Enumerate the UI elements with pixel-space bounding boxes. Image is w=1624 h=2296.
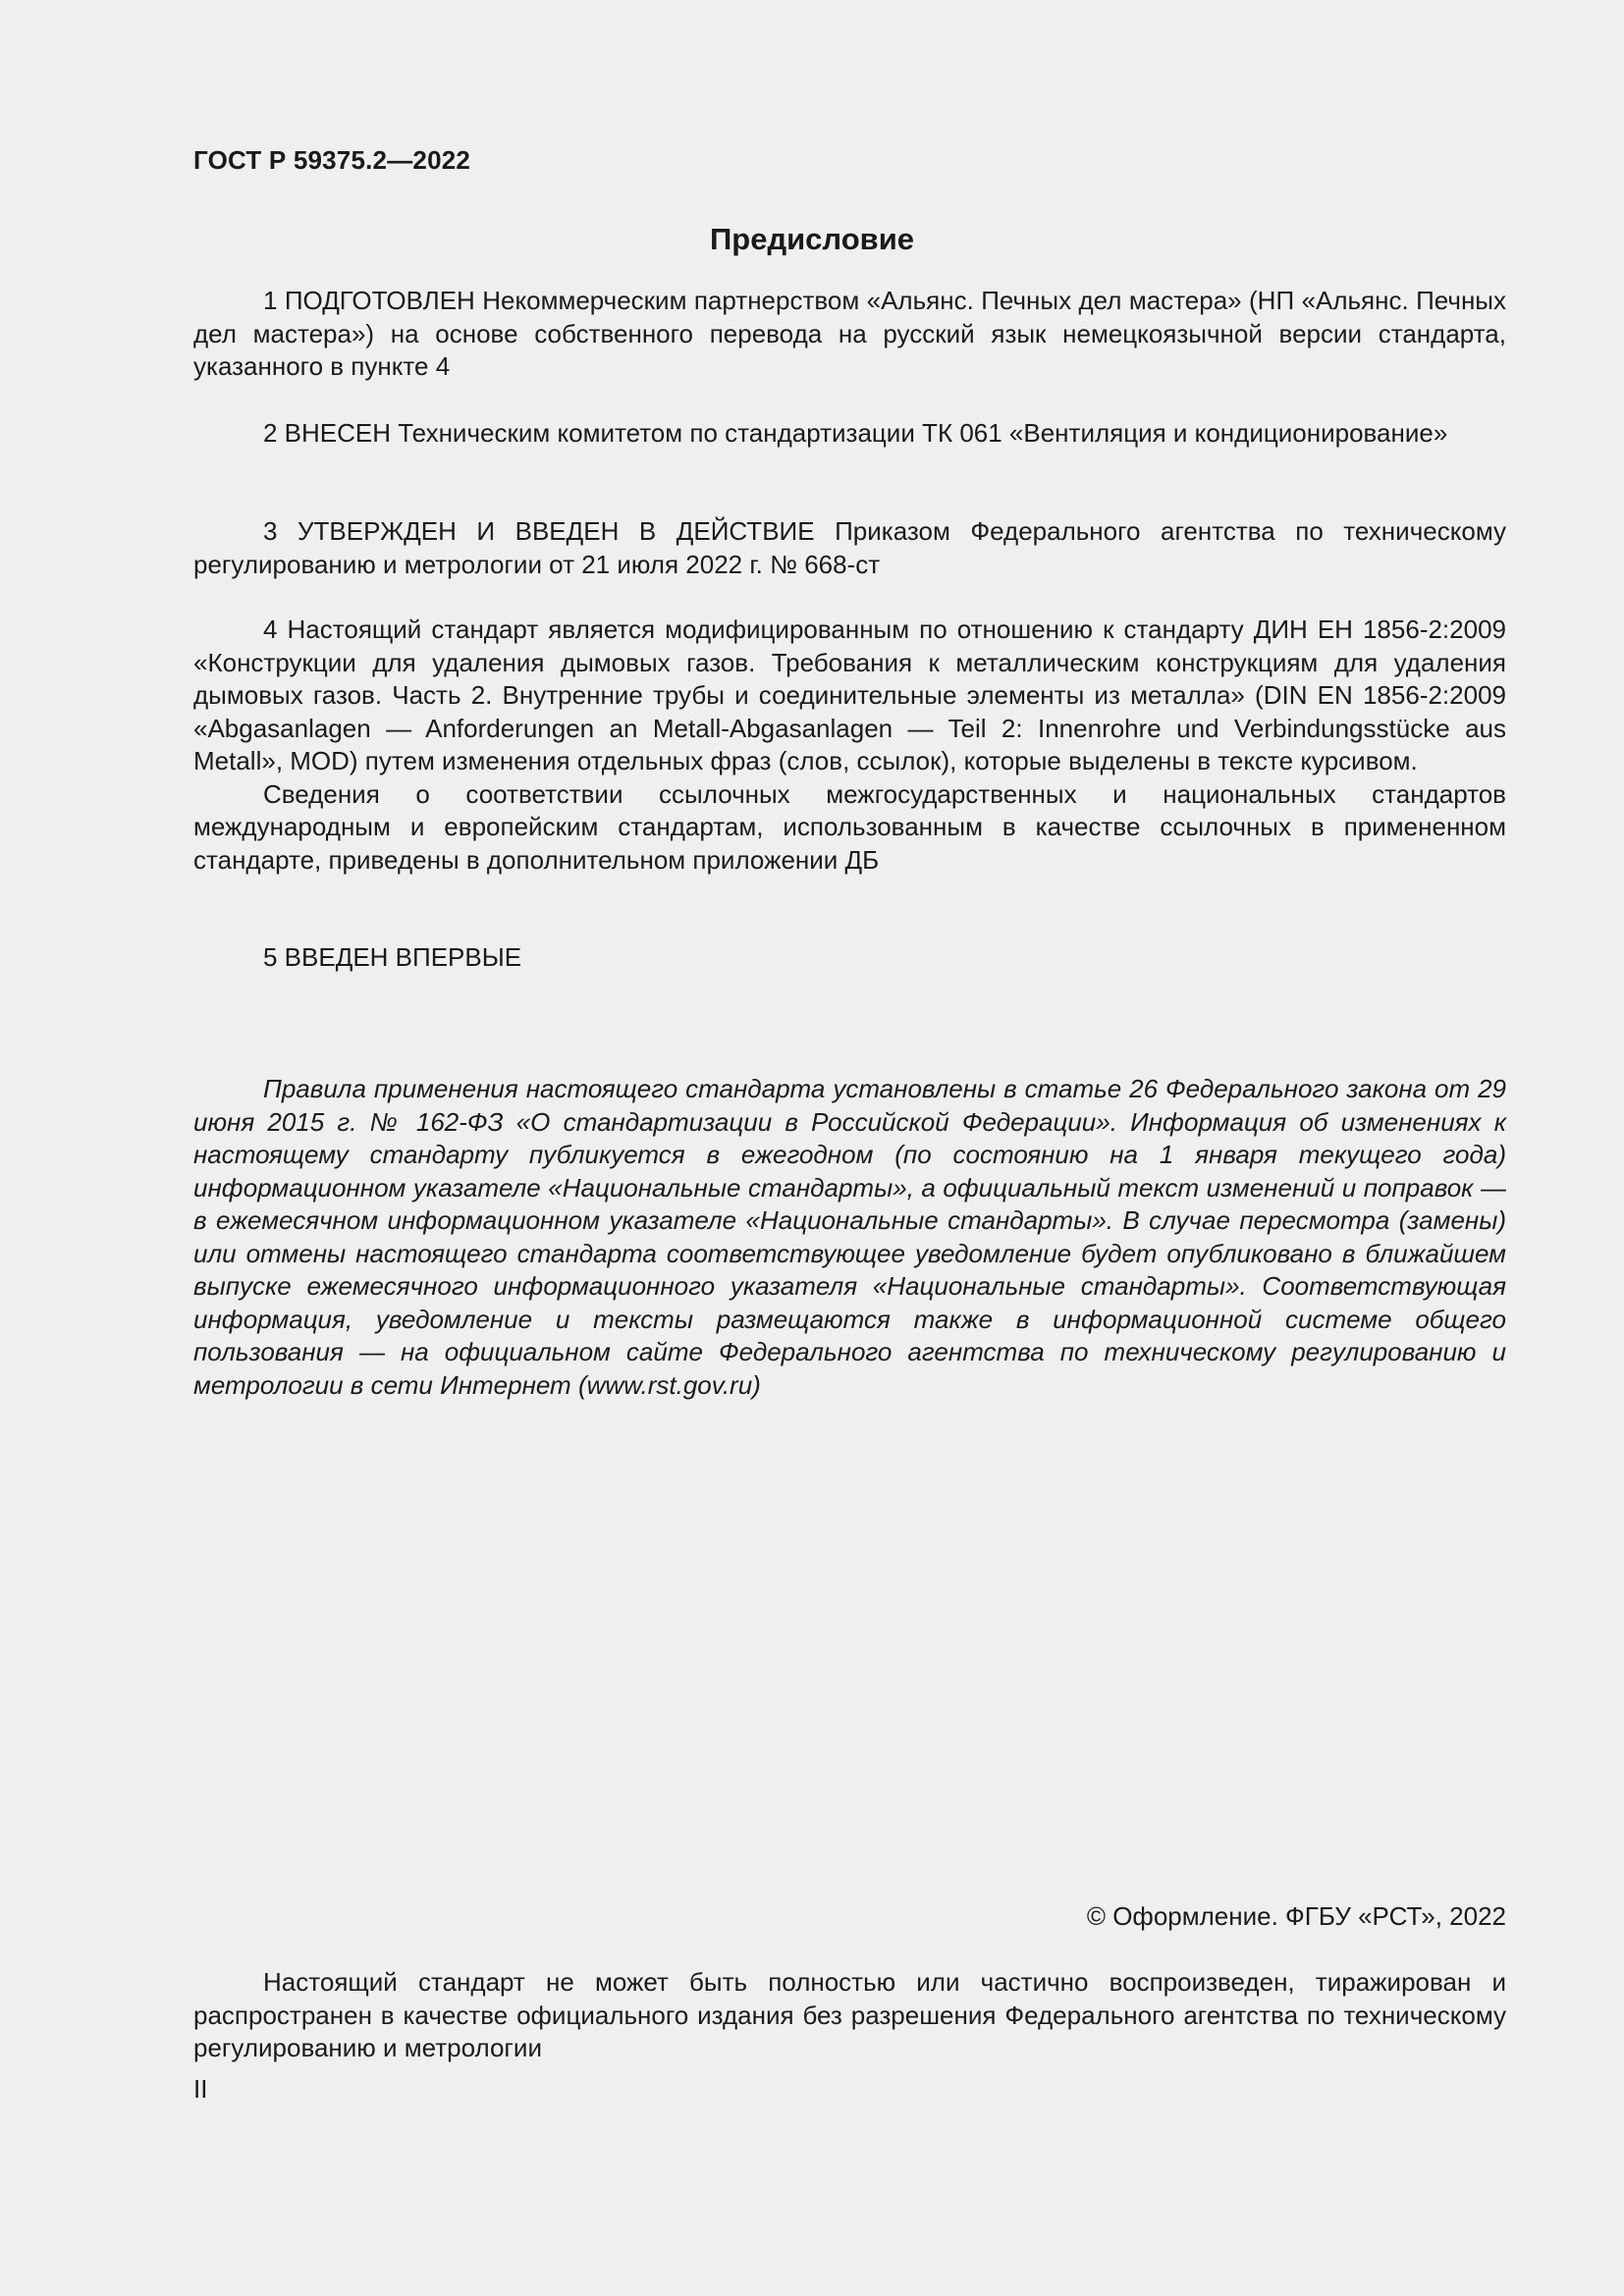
- foreword-item-2-text: 2 ВНЕСЕН Техническим комитетом по стандартизации ТК 061 «Вентиляция и кондиционирование»: [263, 418, 1448, 448]
- reproduction-notice-text: Настоящий стандарт не может быть полностью или частично воспроизведен, тиражирован и распространен в качестве официального издания без разрешения Федерального агентства по техническому регулированию и метрологии: [193, 1967, 1506, 2062]
- standard-id-header: ГОСТ Р 59375.2—2022: [193, 145, 471, 175]
- foreword-item-1: [193, 285, 1506, 384]
- page-title: Предисловие: [709, 222, 914, 256]
- foreword-item-1-text: 1 ПОДГОТОВЛЕН Некоммерческим партнерством «Альянс. Печных дел мастера» (НП «Альянс. Печных дел мастера») на основе собственного перевода на русский язык немецкоязычной версии стандарта, указанного в пункте 4: [193, 286, 1506, 381]
- rules-note: [193, 1073, 1506, 1402]
- foreword-item-5: [193, 941, 1506, 975]
- foreword-item-4-references: Сведения о соответствии ссылочных межгосударственных и национальных стандартов международным и европейским стандартам, использованным в качестве ссылочных в примененном стандарте, приведены в дополнительном приложении ДБ: [193, 778, 1506, 875]
- foreword-item-3: [193, 515, 1506, 581]
- rules-note-text: Правила применения настоящего стандарта установлены в статье 26 Федерального закона от 29 июня 2015 г. № 162-ФЗ «О стандартизации в Российской Федерации». Информация об изменениях к настоящему стандарту публикуется в ежегодном (по состоянию на 1 января текущего года) информационном указателе «Национальные стандарты», а официальный текст изменений и поправок — в ежемесячном информационном указателе «Национальные стандарты». В случае пересмотра (замены) или отмены настоящего стандарта соответствующее уведомление будет опубликовано в ближайшем выпуске ежемесячного информационного указателя «Национальные стандарты». Соответствующая информация, уведомление и тексты размещаются также в информационной системе общего пользования — на официальном сайте Федерального агентства по техническому регулированию и метрологии в сети Интернет (www.rst.gov.ru): [193, 1074, 1506, 1400]
- foreword-item-4: [193, 614, 1506, 877]
- page-number: II: [193, 2074, 208, 2104]
- reproduction-notice: [193, 1966, 1506, 2065]
- foreword-item-4-text: 4 Настоящий стандарт является модифицированным по отношению к стандарту ДИН ЕН 1856-2:2009 «Конструкции для удаления дымовых газов. Требования к металлическим конструкциям для удаления дымовых газов. Часть 2. Внутренние трубы и соединительные элементы из металла» (DIN EN 1856-2:2009 «Abgasanlagen — Anforderungen an Metall-Abgasanlagen — Teil 2: Innenrohre und Verbindungsstücke aus Metall», MOD) путем изменения отдельных фраз (слов, ссылок), которые выделены в тексте курсивом.: [193, 614, 1506, 775]
- copyright-line: © Оформление. ФГБУ «РСТ», 2022: [1086, 1901, 1506, 1931]
- foreword-item-3-text: 3 УТВЕРЖДЕН И ВВЕДЕН В ДЕЙСТВИЕ Приказом Федерального агентства по техническому регулированию и метрологии от 21 июля 2022 г. № 668-ст: [193, 516, 1506, 579]
- foreword-item-5-text: 5 ВВЕДЕН ВПЕРВЫЕ: [263, 942, 522, 972]
- foreword-item-2: [193, 417, 1506, 451]
